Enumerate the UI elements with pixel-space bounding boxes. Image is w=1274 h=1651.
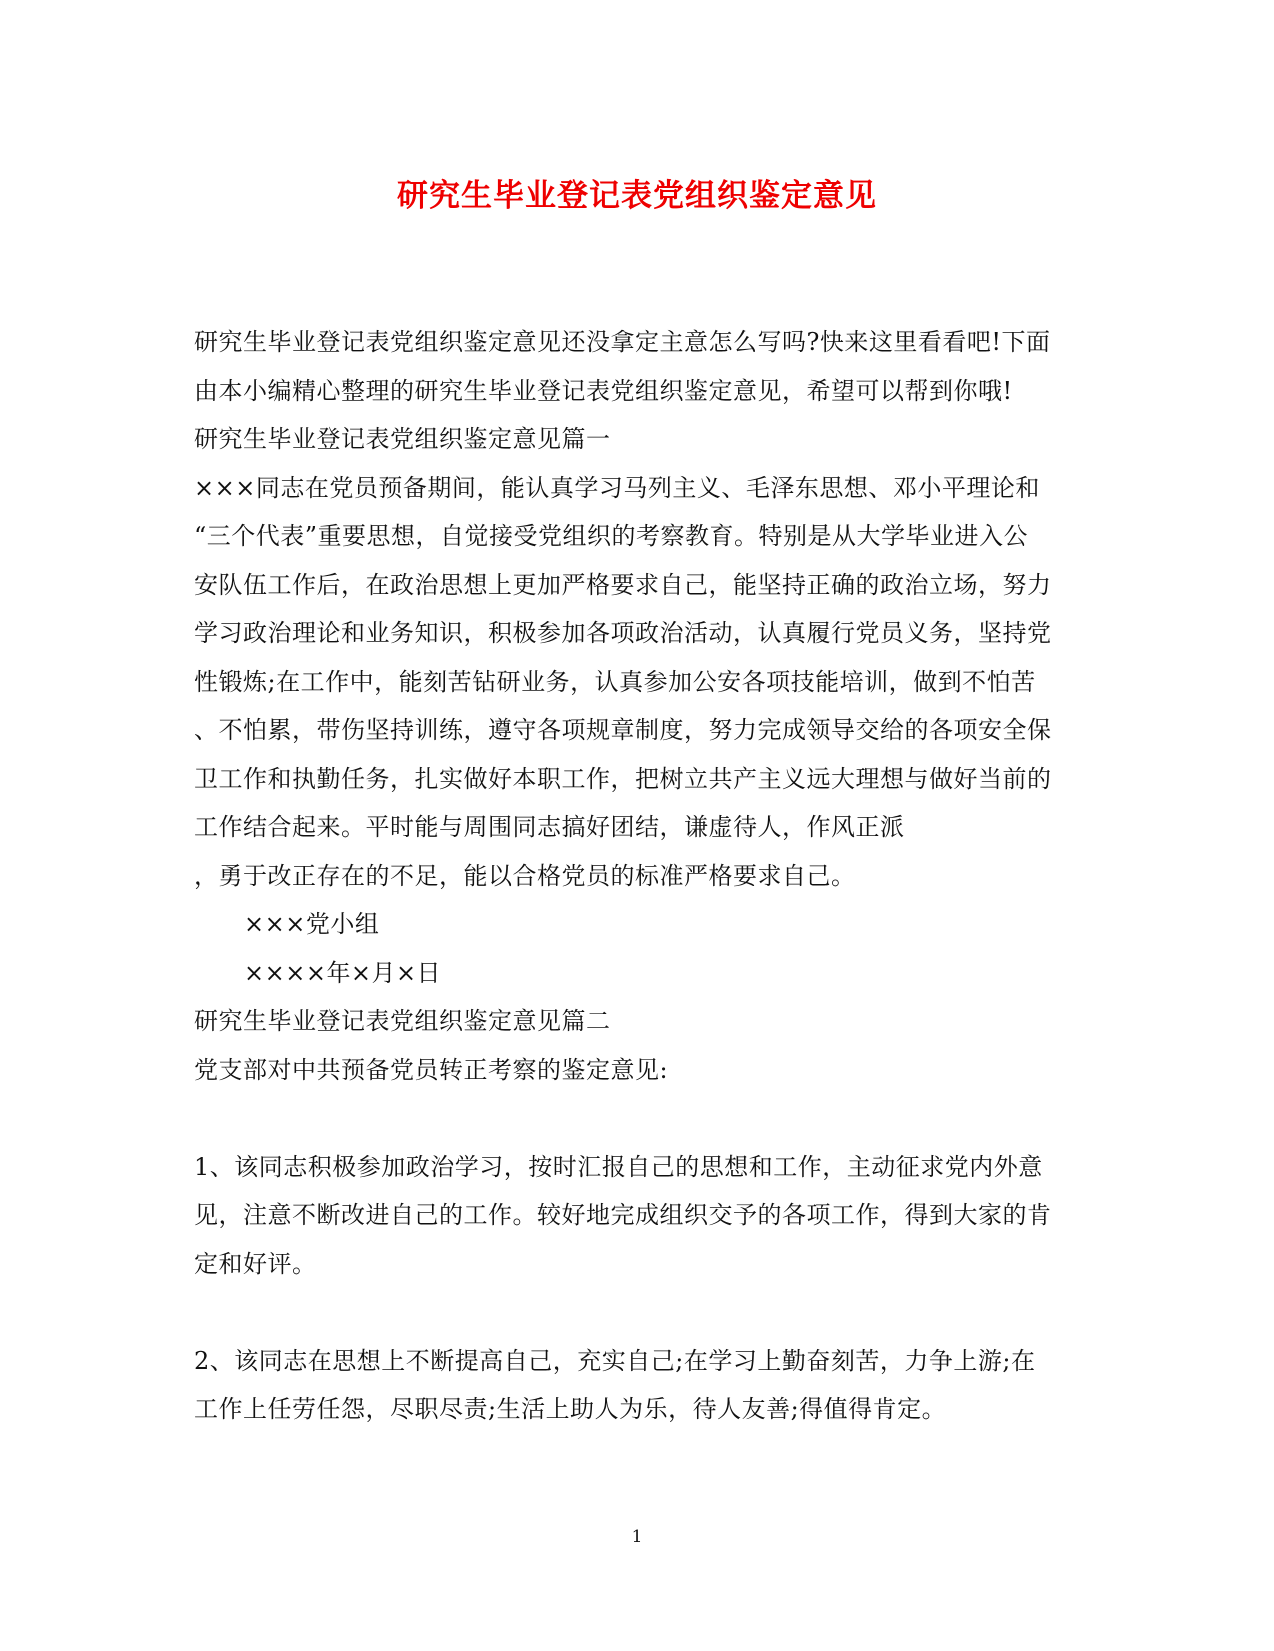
text-line: 1、该同志积极参加政治学习，按时汇报自己的思想和工作，主动征求党内外意 [194,1152,1043,1181]
section-heading-2: 研究生毕业登记表党组织鉴定意见篇二 [194,1007,611,1035]
text-line: 研究生毕业登记表党组织鉴定意见还没拿定主意怎么写吗?快来这里看看吧!下面 [194,328,1051,356]
page-number: 1 [631,1527,643,1547]
text-line: 由本小编精心整理的研究生毕业登记表党组织鉴定意见，希望可以帮到你哦! [194,376,1013,405]
text-line: 、不怕累，带伤坚持训练，遵守各项规章制度，努力完成领导交给的各项安全保 [194,716,1052,744]
text-line: ，勇于改正存在的不足，能以合格党员的标准严格要求自己。 [194,861,856,890]
text-line: ×××同志在党员预备期间，能认真学习马列主义、毛泽东思想、邓小平理论和 [194,473,1040,502]
text-line: 性锻炼;在工作中，能刻苦钻研业务，认真参加公安各项技能培训，做到不怕苦 [194,667,1036,696]
text-line: 定和好评。 [194,1249,317,1278]
text-line: 工作上任劳任怨，尽职尽责;生活上助人为乐，待人友善;得值得肯定。 [194,1395,947,1423]
document-body [194,318,1074,1434]
text-line: 见，注意不断改进自己的工作。较好地完成组织交予的各项工作，得到大家的肯 [194,1201,1052,1229]
text-line: 工作结合起来。平时能与周围同志搞好团结，谦虚待人，作风正派 [194,813,905,841]
text-line: 2、该同志在思想上不断提高自己，充实自己;在学习上勤奋刻苦，力争上游;在 [194,1346,1036,1375]
text-line: 安队伍工作后，在政治思想上更加严格要求自己，能坚持正确的政治立场，努力 [194,570,1052,599]
paragraph-gap [194,1094,1074,1143]
paragraph-gap [194,1288,1074,1337]
document-title: 研究生毕业登记表党组织鉴定意见 [397,178,877,214]
signature-group: ×××党小组 [244,910,380,938]
text-line: 党支部对中共预备党员转正考察的鉴定意见: [194,1055,669,1084]
text-line: “三个代表”重要思想，自觉接受党组织的考察教育。特别是从大学毕业进入公 [194,522,1029,550]
section-heading-1: 研究生毕业登记表党组织鉴定意见篇一 [194,425,611,453]
text-line: 学习政治理论和业务知识，积极参加各项政治活动，认真履行党员义务，坚持党 [194,619,1052,647]
signature-date: ××××年×月×日 [244,958,442,987]
text-line: 卫工作和执勤任务，扎实做好本职工作，把树立共产主义远大理想与做好当前的 [194,764,1052,793]
